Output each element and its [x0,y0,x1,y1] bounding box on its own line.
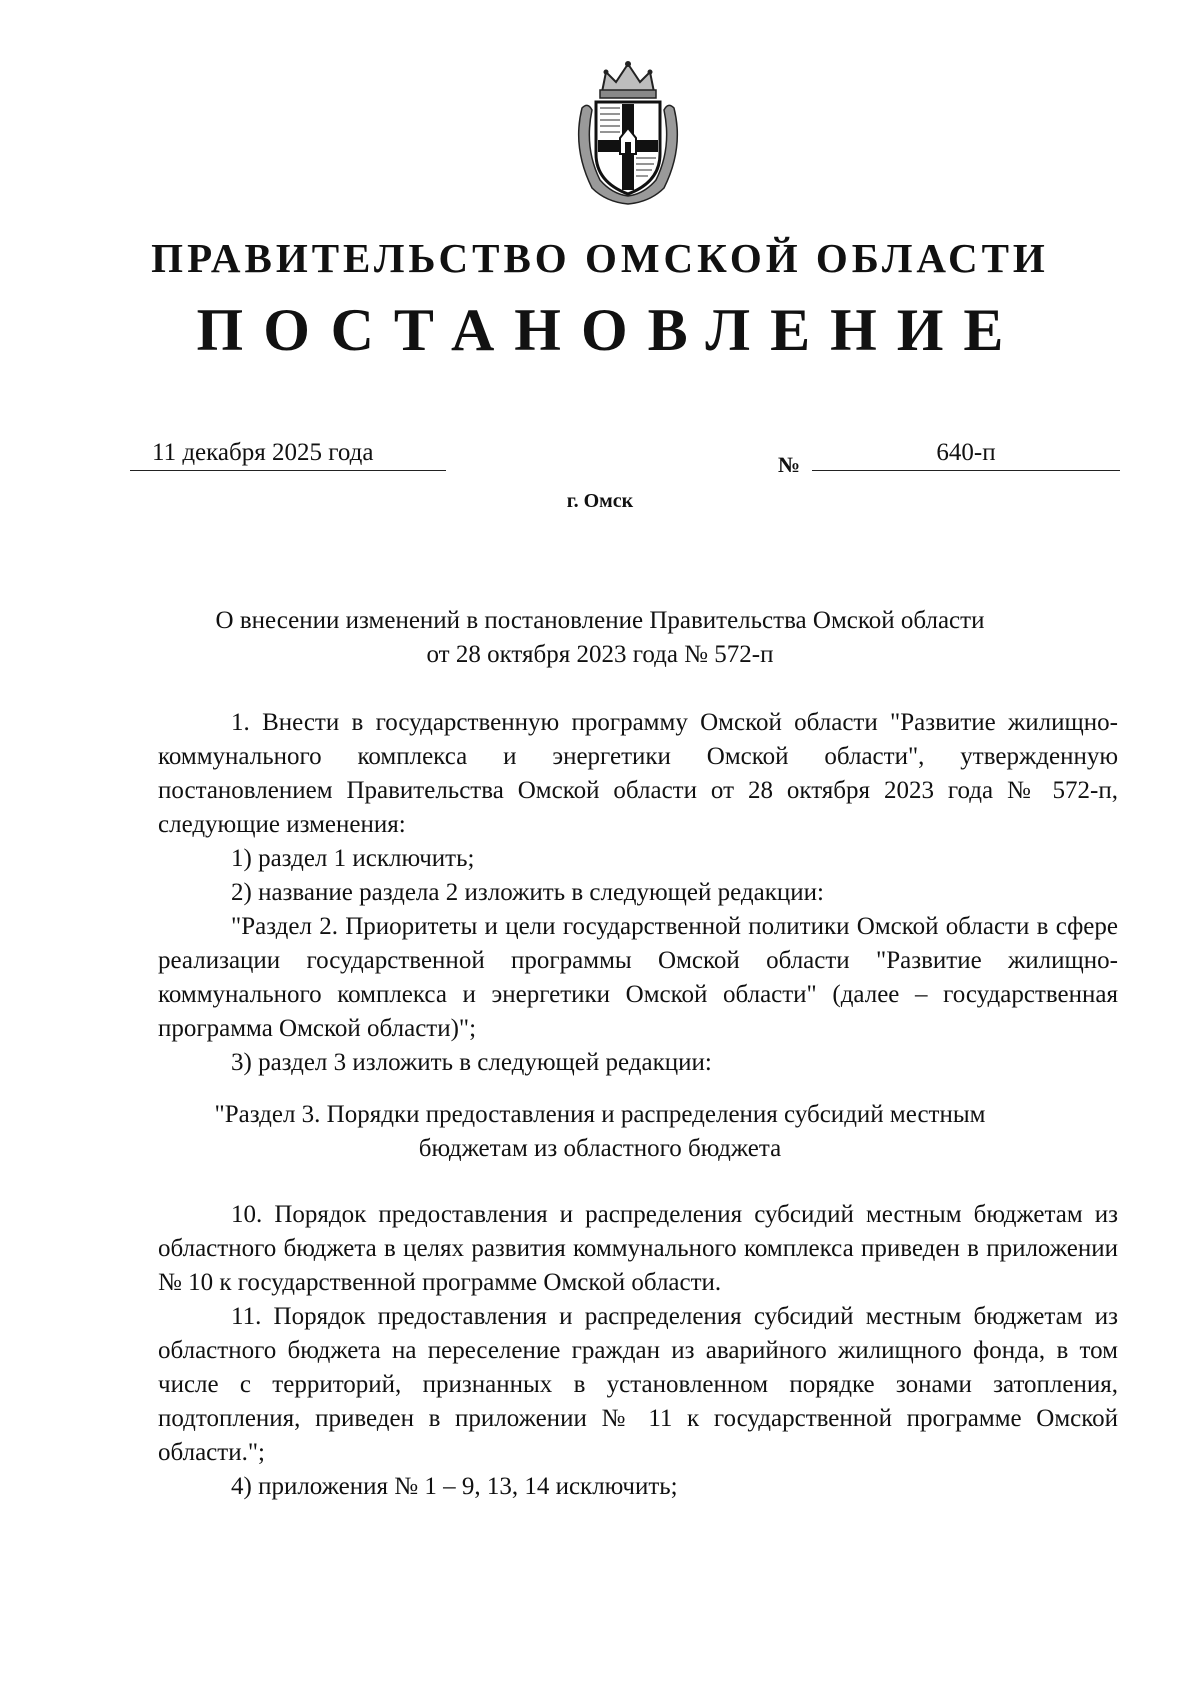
coat-of-arms-icon [572,58,684,206]
section-title-line: бюджетам из областного бюджета [418,1135,782,1162]
body-text-part2 [158,1198,1118,1504]
paragraph: 10. Порядок предоставления и распределения субсидий местным бюджетам из областного бюджета в целях развития коммунального комплекса приведен в приложении № 10 к государственной программе Омской области. [158,1201,1118,1296]
organization-title: ПРАВИТЕЛЬСТВО ОМСКОЙ ОБЛАСТИ [151,235,1049,281]
paragraph: 1) раздел 1 исключить; [231,845,475,872]
paragraph: 3) раздел 3 изложить в следующей редакции: [231,1049,712,1076]
city-name: г. Омск [566,490,634,512]
paragraph: "Раздел 2. Приоритеты и цели государственной политики Омской области в сфере реализации государственной программы Омской области "Развитие жилищно-коммунального комплекса и энергетики Омской области" (далее – государственная программа Омской области)"; [158,913,1118,1042]
paragraph: 1. Внести в государственную программу Омской области "Развитие жилищно-коммунального комплекса и энергетики Омской области", утвержденную постановлением Правительства Омской области от 28 октября 2023 года № 572-п, следующие изменения: [158,709,1118,838]
subject-line: О внесении изменений в постановление Правительства Омской области [215,607,985,634]
document-date: 11 декабря 2025 года [130,436,446,471]
paragraph: 11. Порядок предоставления и распределения субсидий местным бюджетам из областного бюджета на переселение граждан из аварийного жилищного фонда, в том числе с территорий, признанных в установленном порядке зонами затопления, подтопления, приведен в приложении № 11 к государственной программе Омской области."; [158,1303,1118,1466]
section-title-line: "Раздел 3. Порядки предоставления и распределения субсидий местным [214,1101,986,1128]
document-subject [160,604,1040,672]
subject-line: от 28 октября 2023 года № 572-п [426,641,774,668]
number-sign: № [778,452,801,477]
section-3-title [160,1098,1040,1166]
document-number: 640-п [812,436,1120,471]
body-text-part1 [158,706,1118,1080]
paragraph: 4) приложения № 1 – 9, 13, 14 исключить; [231,1473,678,1500]
paragraph: 2) название раздела 2 изложить в следующей редакции: [231,879,824,906]
document-type-title: ПОСТАНОВЛЕНИЕ [196,297,1024,363]
